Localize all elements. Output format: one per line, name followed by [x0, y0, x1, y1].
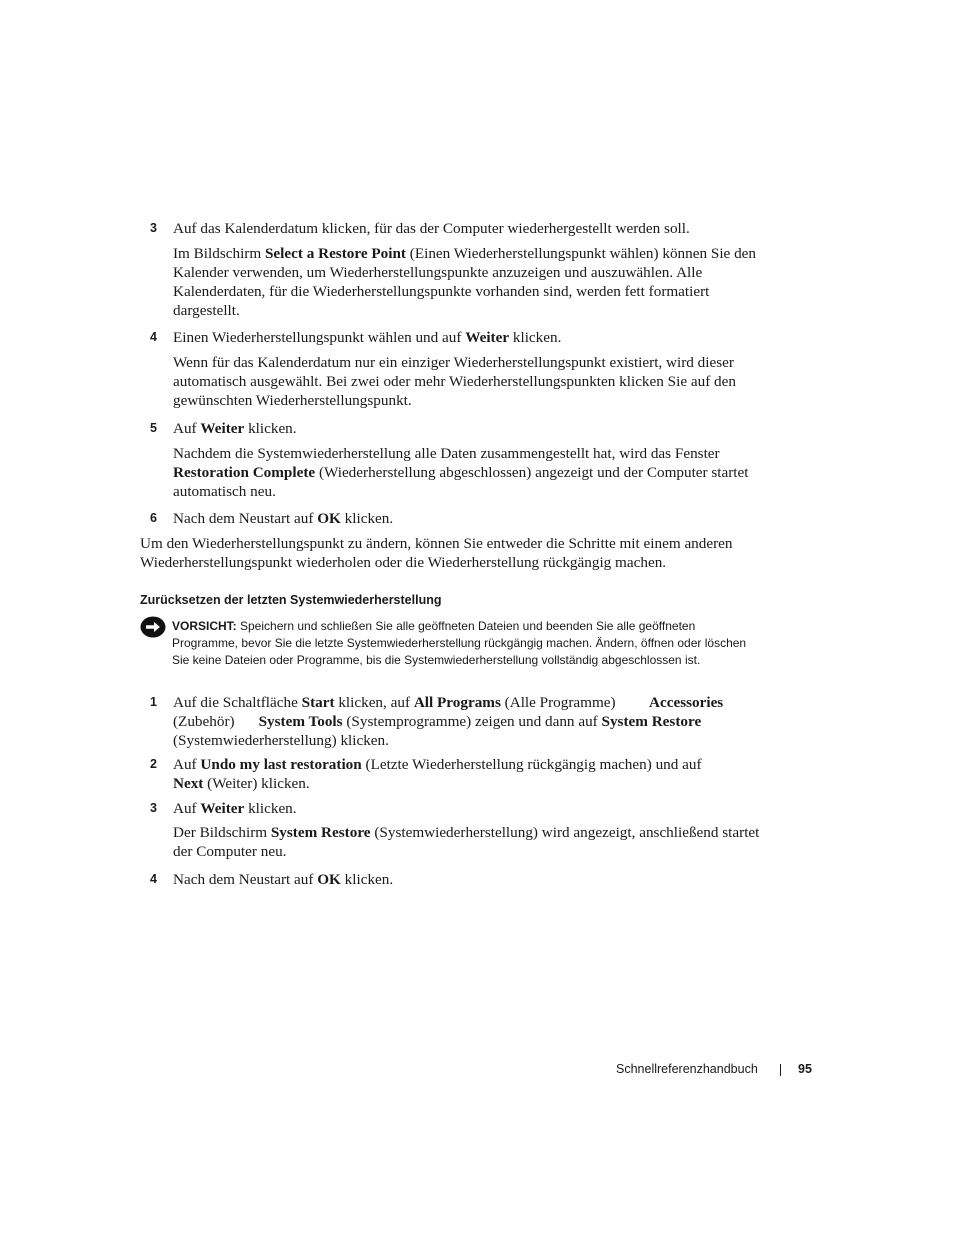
step-number: 5	[150, 421, 157, 435]
ui-term: OK	[317, 871, 341, 888]
footer-title: Schnellreferenzhandbuch	[616, 1062, 758, 1076]
step-number: 6	[150, 511, 157, 525]
section-heading: Zurücksetzen der letzten Systemwiederherstellung	[140, 593, 442, 607]
step-text: Auf Weiter klicken.	[173, 800, 297, 817]
footer-divider	[780, 1064, 781, 1076]
caution-label: VORSICHT:	[172, 619, 237, 633]
page-number: 95	[798, 1062, 812, 1076]
step-text: Auf das Kalenderdatum klicken, für das der Computer wiederhergestellt werden soll.	[173, 220, 690, 237]
ui-term: System Tools	[258, 713, 343, 730]
step-number: 3	[150, 801, 157, 815]
undo-step-3-detail: Der Bildschirm System Restore (Systemwiederherstellung) wird angezeigt, anschließend startet der Computer neu.	[173, 824, 760, 860]
step-number: 1	[150, 695, 157, 709]
step-text: Auf Weiter klicken.	[173, 420, 297, 437]
caution-icon	[140, 616, 166, 638]
step-number: 4	[150, 330, 157, 344]
ui-term: Undo my last restoration	[200, 756, 362, 773]
step-number: 2	[150, 757, 157, 771]
step-text: Nach dem Neustart auf OK klicken.	[173, 510, 394, 527]
ui-term: Weiter	[200, 420, 245, 437]
step-4-detail: Wenn für das Kalenderdatum nur ein einziger Wiederherstellungspunkt existiert, wird dieser automatisch ausgewählt. Bei zwei oder mehr Wiederherstellungspunkten klicken Sie auf den gewünschten Wiederherstellungspunkt.	[173, 354, 736, 409]
step-number: 3	[150, 221, 157, 235]
caution-text: VORSICHT: Speichern und schließen Sie alle geöffneten Dateien und beenden Sie alle geöffneten Programme, bevor Sie die letzte Systemwiederherstellung rückgängig machen. Ändern, öffnen oder löschen Sie keine Dateien oder Programme, bis die Systemwiederherstellung vollständig abgeschlossen ist.	[172, 619, 747, 667]
step-text: Auf die Schaltfläche Start klicken, auf All Programs (Alle Programme) Accessories (Zubehör) System Tools (Systemprogramme) zeigen und dann auf System Restore (Systemwiederherstellung) klicken.	[173, 694, 724, 749]
step-3-detail: Im Bildschirm Select a Restore Point (Einen Wiederherstellungspunkt wählen) können Sie den Kalender verwenden, um Wiederherstellungspunkte anzuzeigen und auszuwählen. Alle Kalenderdaten, für die Wiederherstellungspunkte vorhanden sind, werden fett formatiert dargestellt.	[173, 245, 757, 319]
ui-term: Weiter	[465, 329, 510, 346]
ui-term: Accessories	[649, 694, 724, 711]
ui-term: System Restore	[270, 824, 371, 841]
step-text: Nach dem Neustart auf OK klicken.	[173, 871, 394, 888]
ui-term: Restoration Complete	[173, 464, 316, 481]
ui-term: All Programs	[413, 694, 501, 711]
ui-term: Next	[173, 775, 204, 792]
step-5-detail: Nachdem die Systemwiederherstellung alle Daten zusammengestellt hat, wird das Fenster Restoration Complete (Wiederherstellung abgeschlossen) angezeigt und der Computer startet automatisch neu.	[173, 445, 749, 500]
ui-term: Select a Restore Point	[264, 245, 406, 262]
step-text: Auf Undo my last restoration (Letzte Wiederherstellung rückgängig machen) und auf Next (Weiter) klicken.	[173, 756, 702, 792]
ui-term: Weiter	[200, 800, 245, 817]
ui-term: OK	[317, 510, 341, 527]
body-paragraph: Um den Wiederherstellungspunkt zu ändern, können Sie entweder die Schritte mit einem anderen Wiederherstellungspunkt wiederholen oder die Wiederherstellung rückgängig machen.	[140, 535, 733, 571]
step-text: Einen Wiederherstellungspunkt wählen und auf Weiter klicken.	[173, 329, 562, 346]
ui-term: Start	[301, 694, 335, 711]
step-number: 4	[150, 872, 157, 886]
ui-term: System Restore	[601, 713, 702, 730]
